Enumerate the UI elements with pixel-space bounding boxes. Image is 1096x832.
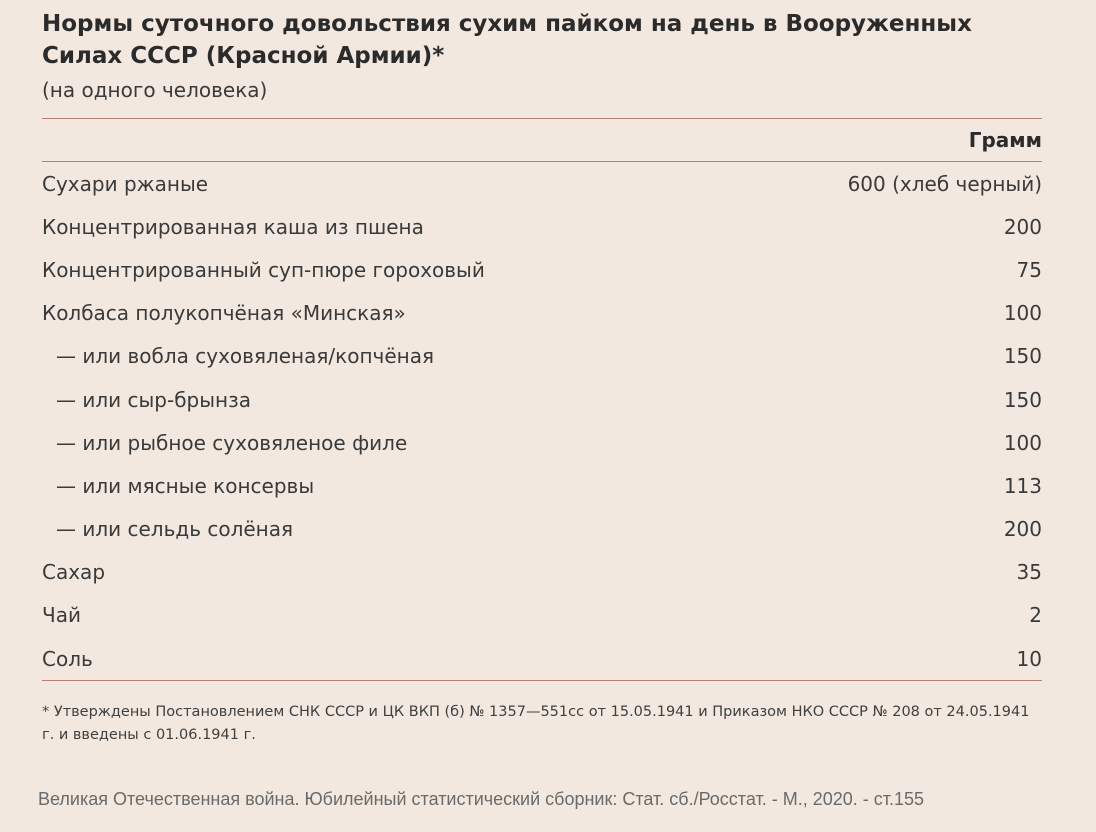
row-item-name: — или мясные консервы — [56, 473, 315, 498]
row-item-name: — или сельдь солёная — [56, 517, 294, 542]
row-item-grams: 113 — [1003, 473, 1042, 498]
row-item-name: Концентрированный суп-пюре гороховый — [42, 257, 485, 282]
table-row — [42, 335, 1042, 378]
page-title: Нормы суточного довольствия сухим пайком на день в Вооруженных Силах СССР (Красной Армии)* — [42, 11, 972, 69]
row-item-name: — или вобла суховяленая/копчёная — [56, 344, 435, 369]
row-item-name: Колбаса полукопчёная «Минская» — [42, 301, 406, 326]
row-item-name: — или рыбное суховяленое филе — [56, 430, 408, 455]
row-item-grams: 150 — [1003, 387, 1042, 412]
document-sheet — [42, 8, 1042, 747]
row-item-name: Чай — [42, 603, 81, 628]
table-row — [42, 378, 1042, 421]
row-item-name: — или сыр-брынза — [56, 387, 251, 412]
table-row — [42, 508, 1042, 551]
row-item-grams: 200 — [1003, 517, 1042, 542]
table-row — [42, 421, 1042, 464]
row-item-name: Сухари ржаные — [42, 171, 209, 196]
row-item-grams: 200 — [1003, 214, 1042, 239]
footnote: * Утверждены Постановлением СНК СССР и ЦК ВКП (б) № 1357—551сс от 15.05.1941 и Приказом НКО СССР № 208 от 24.05.1941 г. и введены с 01.06.1941 г. — [42, 704, 1030, 744]
row-item-name: Соль — [42, 646, 93, 671]
table-row — [42, 292, 1042, 335]
table-row — [42, 248, 1042, 291]
table-row — [42, 205, 1042, 248]
row-item-name: Сахар — [42, 560, 106, 585]
table-header — [42, 119, 1042, 162]
ration-table-body — [42, 162, 1042, 681]
row-item-grams: 10 — [1016, 646, 1042, 671]
row-item-grams: 35 — [1016, 560, 1042, 585]
row-item-grams: 600 (хлеб черный) — [847, 171, 1042, 196]
row-item-grams: 75 — [1016, 257, 1042, 282]
table-row — [42, 551, 1042, 594]
table-row — [42, 637, 1042, 680]
source-citation: Великая Отечественная война. Юбилейный статистический сборник: Стат. сб./Росстат. - М., 2020. - ст.155 — [38, 789, 925, 809]
table-row — [42, 464, 1042, 507]
table-row — [42, 594, 1042, 637]
row-item-grams: 2 — [1029, 603, 1042, 628]
unit-column-header: Грамм — [968, 128, 1042, 152]
row-item-grams: 100 — [1003, 430, 1042, 455]
table-row — [42, 162, 1042, 205]
row-item-name: Концентрированная каша из пшена — [42, 214, 424, 239]
row-item-grams: 150 — [1003, 344, 1042, 369]
row-item-grams: 100 — [1003, 301, 1042, 326]
page-subtitle: (на одного человека) — [42, 78, 268, 102]
